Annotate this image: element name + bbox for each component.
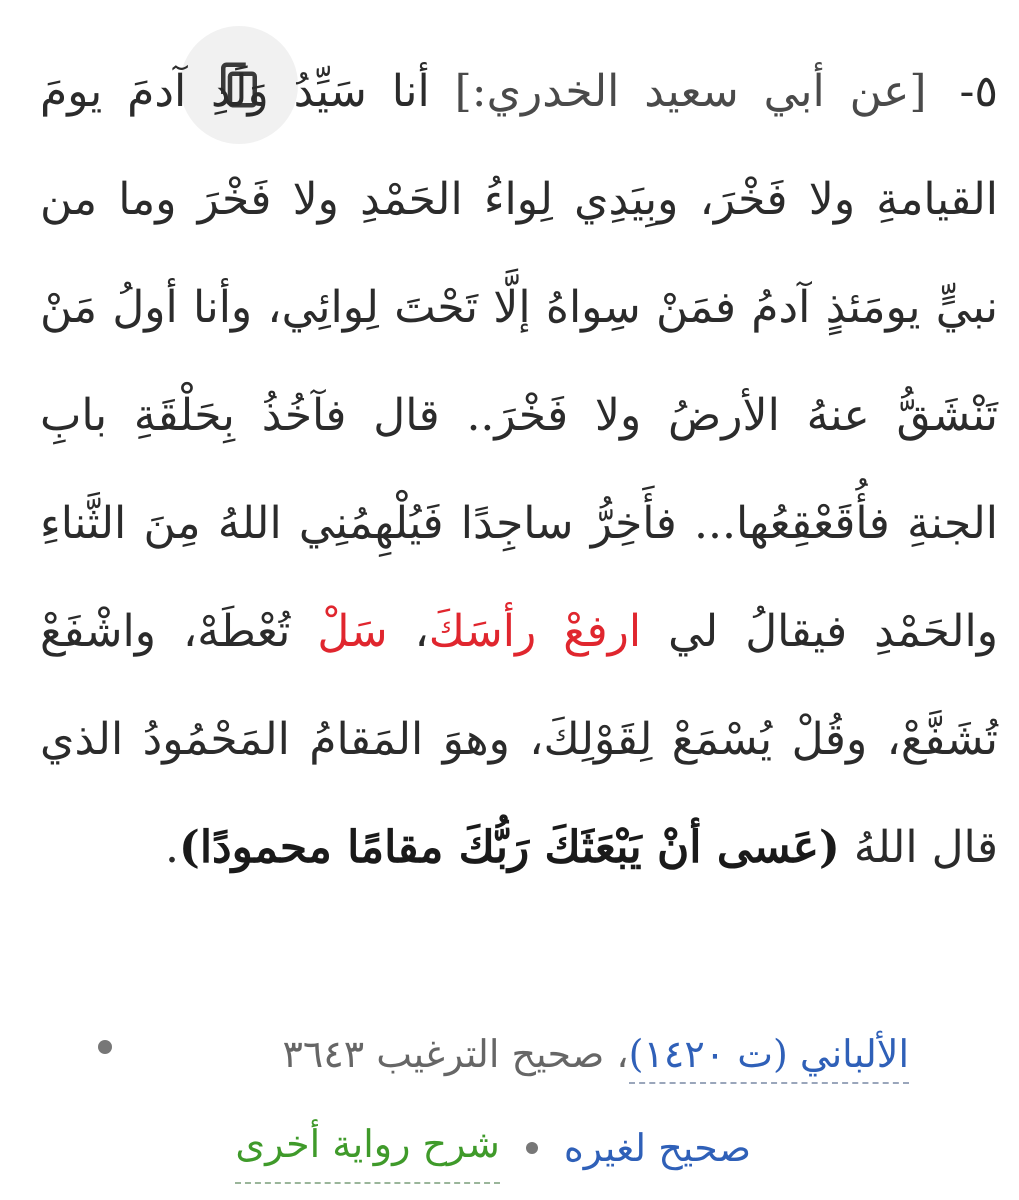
separator-dot: [526, 1142, 538, 1154]
source-comma: ،: [616, 1032, 629, 1076]
hadith-body-1: أنا سَيِّدُ وَلَدِ آدمَ يومَ القيامةِ ولا فَخْرَ، وبِيَدِي لِواءُ الحَمْدِ ولا فَخْرَ وما من نبيٍّ يومَئذٍ آدمُ فمَنْ سِواهُ إلَّا تَحْتَ لِوائِي، وأنا أولُ مَنْ تَنْشَقُّ عنهُ الأرضُ ولا فَخْرَ.. قال فآخُذُ بِحَلْقَةِ بابِ الجنةِ فأُقَعْقِعُها... فأَخِرُّ ساجِدًا فَيُلْهِمُنِي اللهُ مِنَ الثَّناءِ والحَمْدِ فيقالُ لي: [40, 66, 998, 657]
hadith-comma: ،: [414, 606, 429, 657]
quran-verse: (عَسى أنْ يَبْعَثَكَ رَبُّكَ مقامًا محمودًا): [179, 822, 840, 873]
hadith-number: ٥-: [959, 66, 998, 117]
grades-row: [235, 1112, 751, 1184]
highlight-raise-head: ارفعْ رأسَكَ: [428, 606, 642, 657]
source-line: [283, 1022, 910, 1086]
hadith-text: [40, 38, 998, 902]
narrator: [عن أبي سعيد الخدري:]: [454, 66, 927, 117]
hadith-end: .: [165, 822, 180, 873]
scholar-link[interactable]: الألباني (ت ١٤٢٠): [629, 1032, 909, 1084]
highlight-ask: سَلْ: [317, 606, 388, 657]
book-reference: صحيح الترغيب ٣٦٤٣: [282, 1032, 605, 1076]
explain-other-narration-link[interactable]: شرح رواية أخرى: [235, 1112, 499, 1184]
hadith-body-2: تُعْطَهْ، واشْفَعْ تُشَفَّعْ، وقُلْ يُسْمَعْ لِقَوْلِكَ، وهوَ المَقامُ المَحْمُودُ الذي قال اللهُ: [40, 606, 998, 873]
source-bullet: [98, 1040, 112, 1054]
grade-link[interactable]: صحيح لغيره: [563, 1126, 751, 1170]
